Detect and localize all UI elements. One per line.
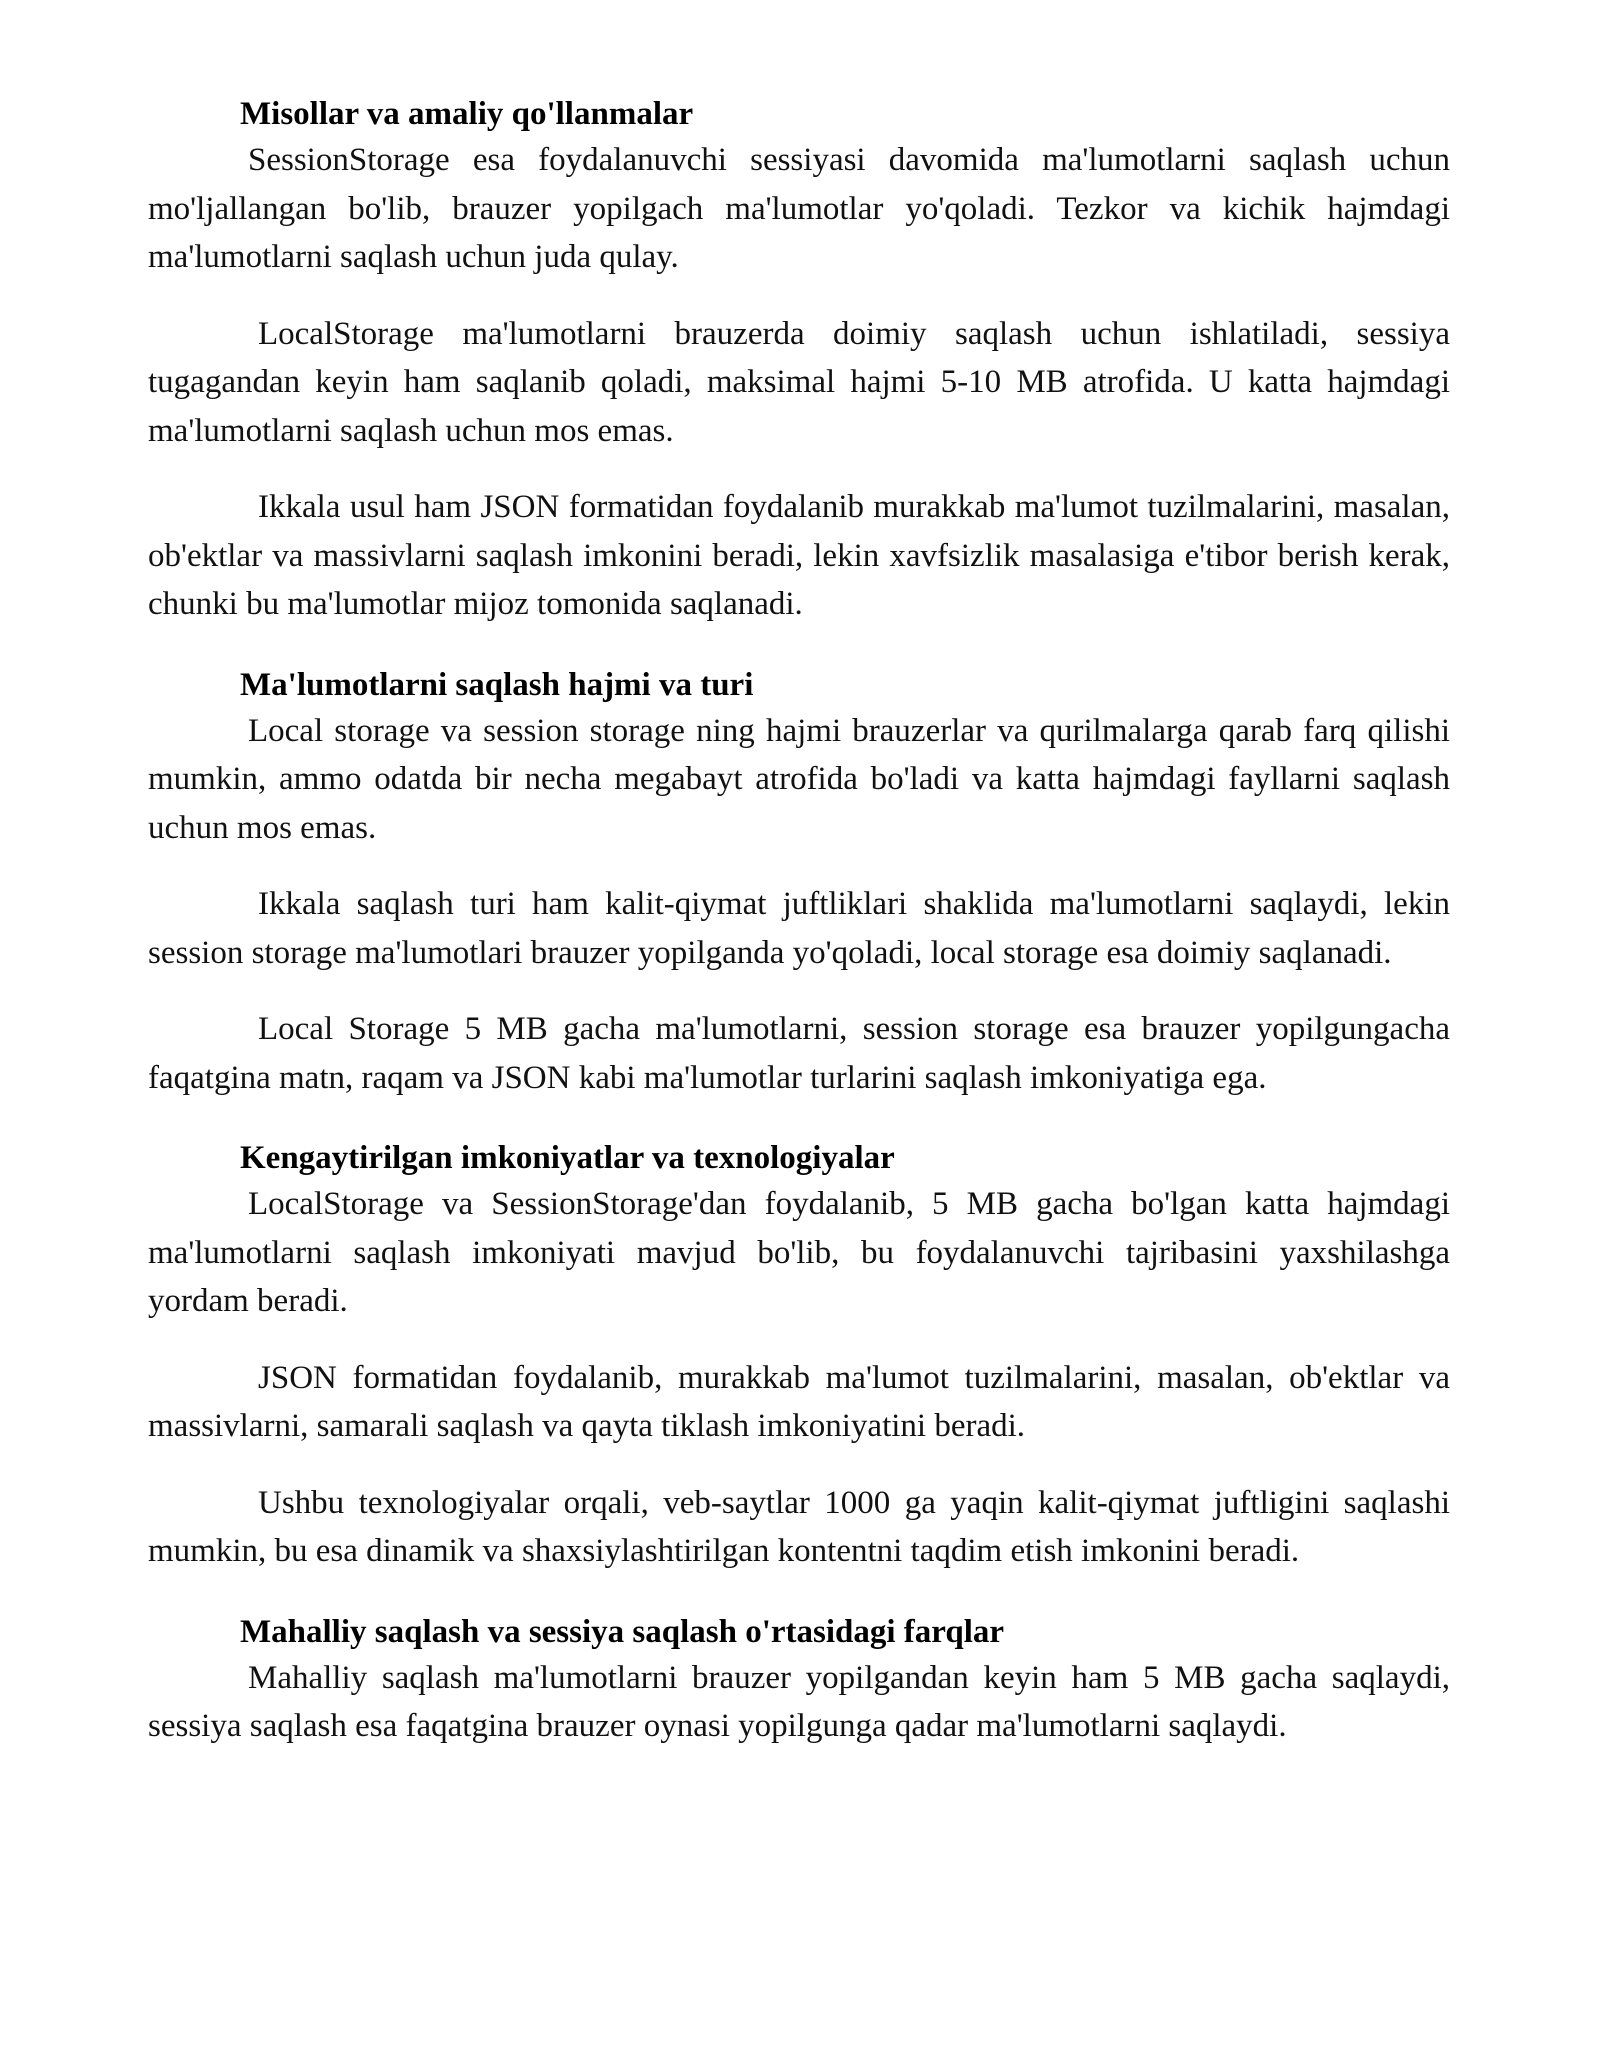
section-heading: Kengaytirilgan imkoniyatlar va texnologiyalar bbox=[240, 1140, 895, 1176]
section-heading: Ma'lumotlarni saqlash hajmi va turi bbox=[240, 666, 754, 703]
paragraph: Ikkala usul ham JSON formatidan foydalanib murakkab ma'lumot tuzilmalarini, masalan, ob'ektlar va massivlarni saqlash imkonini beradi, lekin xavfsizlik masalasiga e'tibor berish kerak, chunki bu ma'lumotlar mijoz tomonida saqlanadi. bbox=[148, 489, 1450, 622]
paragraph: Ikkala saqlash turi ham kalit-qiymat juftliklari shaklida ma'lumotlarni saqlaydi, lekin session storage ma'lumotlari brauzer yopilganda yo'qoladi, local storage esa doimiy saqlanadi. bbox=[148, 886, 1450, 971]
paragraph: SessionStorage esa foydalanuvchi sessiyasi davomida ma'lumotlarni saqlash uchun mo'ljallangan bo'lib, brauzer yopilgach ma'lumotlar yo'qoladi. Tezkor va kichik hajmdagi ma'lumotlarni saqlash uchun juda qulay. bbox=[148, 142, 1450, 275]
section-heading: Misollar va amaliy qo'llanmalar bbox=[240, 96, 694, 132]
section-differences bbox=[148, 1610, 1450, 1751]
paragraph: Local storage va session storage ning hajmi brauzerlar va qurilmalarga qarab farq qilishi mumkin, ammo odatda bir necha megabayt atrofida bo'ladi va katta hajmdagi fayllarni saqlash uchun mos emas. bbox=[148, 712, 1450, 846]
paragraph: Local Storage 5 MB gacha ma'lumotlarni, session storage esa brauzer yopilgungacha faqatgina matn, raqam va JSON kabi ma'lumotlar turlarini saqlash imkoniyatiga ega. bbox=[148, 1011, 1450, 1096]
section-storage-size bbox=[148, 663, 1450, 1103]
paragraph: LocalStorage ma'lumotlarni brauzerda doimiy saqlash uchun ishlatiladi, sessiya tugagandan keyin ham saqlanib qoladi, maksimal hajmi 5-10 MB atrofida. U katta hajmdagi ma'lumotlarni saqlash uchun mos emas. bbox=[148, 315, 1450, 449]
paragraph: Mahalliy saqlash ma'lumotlarni brauzer yopilgandan keyin ham 5 MB gacha saqlaydi, sessiya saqlash esa faqatgina brauzer oynasi yopilgunga qadar ma'lumotlarni saqlaydi. bbox=[148, 1659, 1450, 1744]
paragraph: JSON formatidan foydalanib, murakkab ma'lumot tuzilmalarini, masalan, ob'ektlar va massivlarni, samarali saqlash va qayta tiklash imkoniyatini beradi. bbox=[148, 1359, 1450, 1444]
document-body bbox=[148, 92, 1450, 1751]
section-examples bbox=[148, 92, 1450, 629]
section-heading: Mahalliy saqlash va sessiya saqlash o'rtasidagi farqlar bbox=[240, 1613, 1005, 1650]
paragraph: Ushbu texnologiyalar orqali, veb-saytlar 1000 ga yaqin kalit-qiymat juftligini saqlashi mumkin, bu esa dinamik va shaxsiylashtirilgan kontentni taqdim etish imkonini beradi. bbox=[148, 1484, 1450, 1569]
paragraph: LocalStorage va SessionStorage'dan foydalanib, 5 MB gacha bo'lgan katta hajmdagi ma'lumotlarni saqlash imkoniyati mavjud bo'lib, bu foydalanuvchi tajribasini yaxshilashga yordam beradi. bbox=[148, 1186, 1450, 1319]
section-advanced-features bbox=[148, 1136, 1450, 1576]
